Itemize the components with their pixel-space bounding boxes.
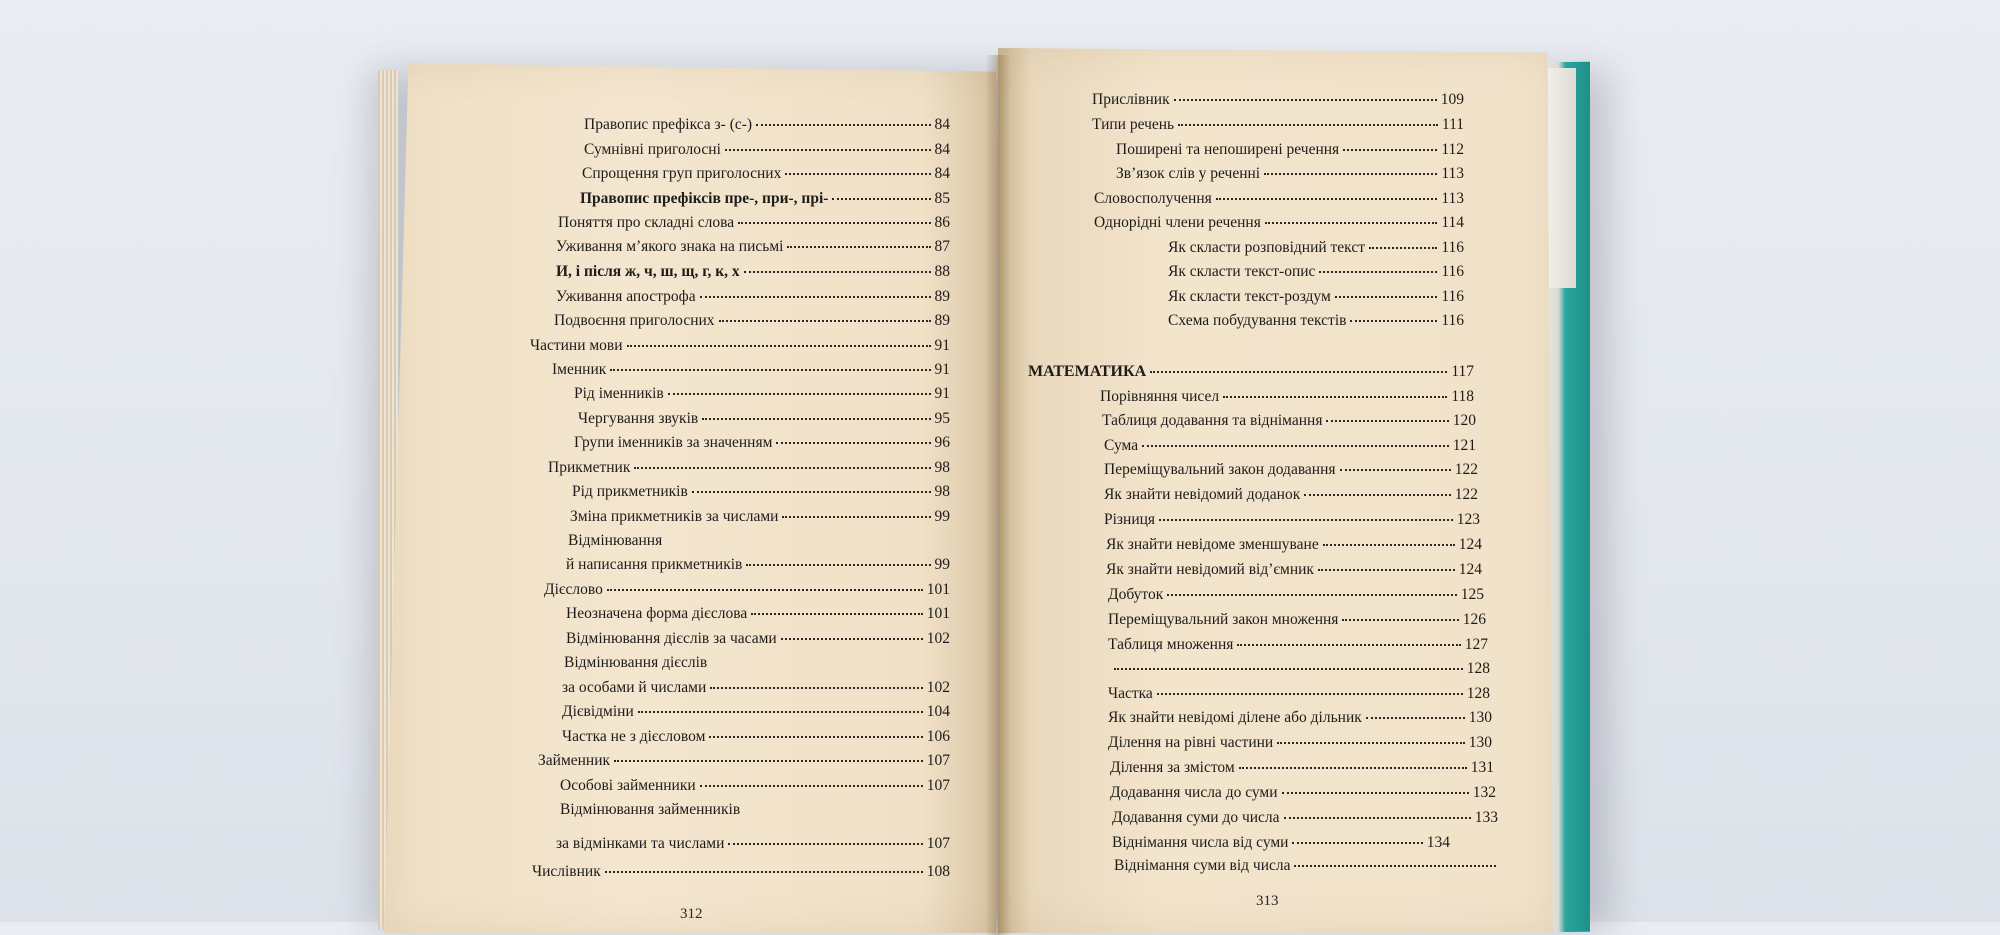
toc-title: Однорідні члени речення xyxy=(1094,214,1261,231)
toc-entry xyxy=(578,411,950,427)
toc-entry xyxy=(574,435,950,451)
toc-leader xyxy=(756,124,930,126)
toc-leader xyxy=(668,393,931,395)
toc-page: 117 xyxy=(1451,363,1474,380)
toc-entry xyxy=(538,753,950,769)
toc-leader xyxy=(744,271,931,273)
toc-leader xyxy=(1366,717,1465,719)
toc-page: 124 xyxy=(1458,561,1482,578)
toc-entry xyxy=(1108,587,1484,603)
toc-entry xyxy=(556,289,950,305)
toc-entry xyxy=(1116,142,1464,158)
toc-entry xyxy=(1110,785,1496,801)
toc-entry xyxy=(556,836,950,852)
toc-page: 116 xyxy=(1441,263,1464,280)
toc-leader xyxy=(1340,469,1451,471)
toc-leader xyxy=(700,296,931,298)
toc-leader xyxy=(1319,271,1437,273)
toc-title: за особами й числами xyxy=(562,679,707,696)
toc-leader xyxy=(776,442,930,444)
toc-title: Частка не з дієсловом xyxy=(562,728,706,745)
toc-title: И, і після ж, ч, ш, щ, г, к, х xyxy=(556,263,740,280)
page-number-left: 312 xyxy=(680,906,703,922)
toc-page: 123 xyxy=(1456,511,1480,528)
toc-entry xyxy=(1112,835,1450,851)
toc-title: Групи іменників за значенням xyxy=(574,434,773,451)
toc-page: 113 xyxy=(1441,190,1464,207)
toc-page: 85 xyxy=(934,190,950,207)
toc-title: Як знайти невідомий доданок xyxy=(1104,486,1301,503)
toc-leader xyxy=(1277,742,1465,744)
toc-title: Дієслово xyxy=(544,581,603,598)
toc-entry xyxy=(1116,166,1464,182)
toc-leader xyxy=(1174,99,1437,101)
toc-leader xyxy=(638,711,923,713)
toc-title: Словосполучення xyxy=(1094,190,1212,207)
toc-title: Різниця xyxy=(1104,511,1156,528)
toc-entry xyxy=(1106,537,1482,553)
toc-title: МАТЕМАТИКА xyxy=(1028,363,1147,380)
toc-page: 104 xyxy=(926,703,950,720)
toc-section-heading xyxy=(1028,364,1474,380)
toc-title: Відмінювання дієслів за часами xyxy=(566,630,777,647)
toc-page: 131 xyxy=(1470,759,1494,776)
toc-entry xyxy=(548,460,950,476)
toc-entry xyxy=(1102,413,1476,429)
toc-title: Іменник xyxy=(552,361,607,378)
toc-leader xyxy=(1114,668,1463,670)
toc-title: Рід іменників xyxy=(574,385,664,402)
toc-page: 128 xyxy=(1466,660,1490,677)
toc-title: Прислівник xyxy=(1092,91,1170,108)
toc-title: Поняття про складні слова xyxy=(558,214,735,231)
toc-entry xyxy=(582,166,950,182)
toc-entry xyxy=(530,338,950,354)
toc-entry xyxy=(554,313,950,329)
toc-leader xyxy=(738,222,930,224)
toc-leader xyxy=(1223,396,1447,398)
toc-page: 108 xyxy=(926,863,950,880)
toc-title: Чергування звуків xyxy=(578,410,699,427)
toc-page: 128 xyxy=(1466,685,1490,702)
toc-title: Правопис префіксів пре-, при-, прі- xyxy=(580,190,829,207)
toc-entry xyxy=(560,778,950,794)
toc-page: 134 xyxy=(1426,834,1450,851)
toc-leader xyxy=(728,843,922,845)
toc-page: 125 xyxy=(1460,586,1484,603)
toc-page: 107 xyxy=(926,752,950,769)
toc-title: Поширені та непоширені речення xyxy=(1116,141,1340,158)
toc-title: Рід прикметників xyxy=(572,483,688,500)
toc-title: Прикметник xyxy=(548,459,631,476)
toc-entry xyxy=(1108,637,1488,653)
toc-page: 102 xyxy=(926,630,950,647)
toc-leader xyxy=(1335,296,1438,298)
toc-page: 116 xyxy=(1441,288,1464,305)
toc-entry xyxy=(566,606,950,622)
toc-leader xyxy=(1237,644,1460,646)
toc-title: Типи речень xyxy=(1092,116,1175,133)
toc-leader xyxy=(1159,519,1453,521)
toc-page: 113 xyxy=(1441,165,1464,182)
toc-leader xyxy=(702,418,930,420)
toc-page: 99 xyxy=(934,508,950,525)
toc-page: 87 xyxy=(934,238,950,255)
toc-entry xyxy=(1094,215,1464,231)
toc-page: 127 xyxy=(1464,636,1488,653)
toc-title: Неозначена форма дієслова xyxy=(566,605,748,622)
toc-page: 86 xyxy=(934,214,950,231)
toc-page: 132 xyxy=(1472,784,1496,801)
toc-title: Подвоєння приголосних xyxy=(554,312,715,329)
toc-entry xyxy=(1108,612,1486,628)
toc-title: Ділення на рівні частини xyxy=(1108,734,1274,751)
toc-entry xyxy=(1104,512,1480,528)
toc-page: 133 xyxy=(1474,809,1498,826)
toc-leader xyxy=(627,345,931,347)
toc-title: Добуток xyxy=(1108,586,1164,603)
toc-title: й написання прикметників xyxy=(566,556,743,573)
toc-title: Особові займенники xyxy=(560,777,696,794)
toc-title: Спрощення груп приголосних xyxy=(582,165,782,182)
toc-entry xyxy=(562,704,950,720)
toc-title: Як знайти невідоме зменшуване xyxy=(1106,536,1319,553)
toc-entry xyxy=(552,362,950,378)
toc-title: Відмінювання займенників xyxy=(560,801,741,818)
toc-leader xyxy=(1284,817,1471,819)
toc-title: Сумнівні приголосні xyxy=(584,141,721,158)
toc-entry xyxy=(566,557,950,573)
toc-leader xyxy=(1216,198,1438,200)
toc-title: Правопис префікса з- (с-) xyxy=(584,116,753,133)
toc-leader xyxy=(607,589,923,591)
toc-leader xyxy=(719,320,931,322)
toc-leader xyxy=(781,638,923,640)
toc-leader xyxy=(1239,767,1467,769)
toc-leader xyxy=(746,564,930,566)
toc-page: 101 xyxy=(926,605,950,622)
toc-entry xyxy=(1094,191,1464,207)
toc-leader xyxy=(1157,693,1463,695)
toc-title: Сума xyxy=(1104,437,1139,454)
toc-leader xyxy=(709,736,922,738)
toc-leader xyxy=(751,613,923,615)
toc-leader xyxy=(1294,865,1496,867)
toc-page: 98 xyxy=(934,483,950,500)
toc-entry xyxy=(1104,487,1478,503)
toc-leader xyxy=(1350,320,1437,322)
toc-page: 126 xyxy=(1462,611,1486,628)
toc-leader xyxy=(782,516,930,518)
toc-leader xyxy=(1323,544,1455,546)
toc-entry xyxy=(556,264,950,280)
toc-title: Зв’язок слів у реченні xyxy=(1116,165,1261,182)
toc-page: 107 xyxy=(926,835,950,852)
toc-leader xyxy=(1282,792,1469,794)
toc-leader xyxy=(605,871,923,873)
toc-entry xyxy=(544,582,950,598)
book-cover-highlight xyxy=(1548,68,1576,288)
toc-entry xyxy=(562,729,950,745)
toc-page: 89 xyxy=(934,312,950,329)
toc-page: 99 xyxy=(934,556,950,573)
toc-page: 109 xyxy=(1440,91,1464,108)
toc-leader xyxy=(700,785,923,787)
toc-page: 102 xyxy=(926,679,950,696)
toc-title: Переміщувальний закон додавання xyxy=(1104,461,1336,478)
toc-page: 114 xyxy=(1441,214,1464,231)
toc-leader xyxy=(1326,420,1448,422)
book-gutter xyxy=(985,55,1011,935)
toc-leader xyxy=(1142,445,1449,447)
toc-leader xyxy=(1178,124,1438,126)
toc-leader xyxy=(610,369,930,371)
toc-title: Як знайти невідомий від’ємник xyxy=(1106,561,1314,578)
toc-leader xyxy=(614,760,923,762)
toc-title: Віднімання числа від суми xyxy=(1112,834,1289,851)
toc-entry xyxy=(1168,264,1464,280)
toc-page: 84 xyxy=(934,116,950,133)
toc-entry xyxy=(1114,858,1500,874)
toc-title: Додавання числа до суми xyxy=(1110,784,1278,801)
toc-title: Таблиця множення xyxy=(1108,636,1234,653)
toc-entry xyxy=(1100,389,1474,405)
toc-title: Частка xyxy=(1108,685,1153,702)
toc-leader xyxy=(785,173,930,175)
toc-entry xyxy=(1108,710,1492,726)
toc-entry xyxy=(1108,686,1490,702)
toc-leader xyxy=(1265,222,1437,224)
toc-page: 130 xyxy=(1468,734,1492,751)
toc-title: Переміщувальний закон множення xyxy=(1108,611,1339,628)
toc-leader xyxy=(1343,149,1437,151)
toc-entry xyxy=(1108,735,1492,751)
toc-title: Як скласти текст-опис xyxy=(1168,263,1316,280)
toc-title: Дієвідміни xyxy=(562,703,634,720)
toc-title: Відмінювання xyxy=(568,532,663,549)
toc-page: 122 xyxy=(1454,461,1478,478)
toc-leader xyxy=(1167,594,1457,596)
toc-page: 91 xyxy=(934,361,950,378)
toc-entry xyxy=(1112,810,1498,826)
toc-page: 112 xyxy=(1441,141,1464,158)
toc-leader xyxy=(787,246,930,248)
toc-leader xyxy=(1150,371,1447,373)
toc-entry xyxy=(584,117,950,133)
toc-page: 95 xyxy=(934,410,950,427)
toc-leader xyxy=(1264,173,1437,175)
toc-page: 118 xyxy=(1451,388,1474,405)
toc-entry xyxy=(558,215,950,231)
toc-title: Як знайти невідомі ділене або дільник xyxy=(1108,709,1362,726)
toc-title: Числівник xyxy=(532,863,601,880)
toc-entry xyxy=(1168,240,1464,256)
toc-title: Схема побудування текстів xyxy=(1168,312,1347,329)
toc-entry xyxy=(570,509,950,525)
toc-entry xyxy=(1110,760,1494,776)
toc-title: Уживання м’якого знака на письмі xyxy=(556,238,784,255)
toc-page: 121 xyxy=(1452,437,1476,454)
toc-entry xyxy=(572,484,950,500)
toc-page: 88 xyxy=(934,263,950,280)
toc-title: Займенник xyxy=(538,752,611,769)
toc-page: 107 xyxy=(926,777,950,794)
page-number-right: 313 xyxy=(1256,893,1279,909)
toc-entry xyxy=(562,680,950,696)
toc-entry xyxy=(1092,92,1464,108)
toc-leader xyxy=(1369,247,1437,249)
toc-page: 91 xyxy=(934,337,950,354)
toc-entry xyxy=(1168,289,1464,305)
toc-leader xyxy=(1342,619,1458,621)
toc-entry xyxy=(584,142,950,158)
toc-entry xyxy=(556,239,950,255)
toc-title: Віднімання суми від числа xyxy=(1114,857,1291,874)
toc-page: 89 xyxy=(934,288,950,305)
toc-leader xyxy=(1318,569,1455,571)
toc-entry xyxy=(574,386,950,402)
toc-page: 111 xyxy=(1441,116,1464,133)
toc-title: Частини мови xyxy=(530,337,623,354)
toc-entry xyxy=(1110,661,1490,677)
toc-leader xyxy=(832,198,930,200)
toc-page: 84 xyxy=(934,141,950,158)
toc-title: Як скласти текст-роздум xyxy=(1168,288,1331,305)
toc-page: 96 xyxy=(934,434,950,451)
toc-page: 120 xyxy=(1452,412,1476,429)
toc-entry xyxy=(1104,438,1476,454)
toc-title: Відмінювання дієслів xyxy=(564,654,708,671)
toc-leader xyxy=(634,467,930,469)
toc-leader xyxy=(1292,842,1422,844)
toc-title: Зміна прикметників за числами xyxy=(570,508,779,525)
toc-leader xyxy=(725,149,931,151)
toc-entry xyxy=(532,864,950,880)
toc-title: за відмінками та числами xyxy=(556,835,725,852)
toc-entry xyxy=(1104,462,1478,478)
toc-entry xyxy=(1092,117,1464,133)
toc-page: 84 xyxy=(934,165,950,182)
toc-leader xyxy=(692,491,931,493)
toc-entry xyxy=(580,191,950,207)
toc-leader xyxy=(710,687,923,689)
toc-title: Уживання апострофа xyxy=(556,288,696,305)
toc-title: Додавання суми до числа xyxy=(1112,809,1280,826)
toc-title: Порівняння чисел xyxy=(1100,388,1220,405)
toc-entry xyxy=(566,631,950,647)
toc-page: 130 xyxy=(1468,709,1492,726)
toc-page: 116 xyxy=(1441,312,1464,329)
toc-title: Таблиця додавання та віднімання xyxy=(1102,412,1323,429)
toc-leader xyxy=(1304,494,1451,496)
toc-page: 116 xyxy=(1441,239,1464,256)
toc-entry xyxy=(1106,562,1482,578)
toc-title: Як скласти розповідний текст xyxy=(1168,239,1365,256)
toc-entry xyxy=(1168,313,1464,329)
toc-page: 124 xyxy=(1458,536,1482,553)
toc-page: 98 xyxy=(934,459,950,476)
toc-page: 101 xyxy=(926,581,950,598)
toc-page: 106 xyxy=(926,728,950,745)
toc-page: 122 xyxy=(1454,486,1478,503)
toc-page: 91 xyxy=(934,385,950,402)
toc-title: Ділення за змістом xyxy=(1110,759,1235,776)
